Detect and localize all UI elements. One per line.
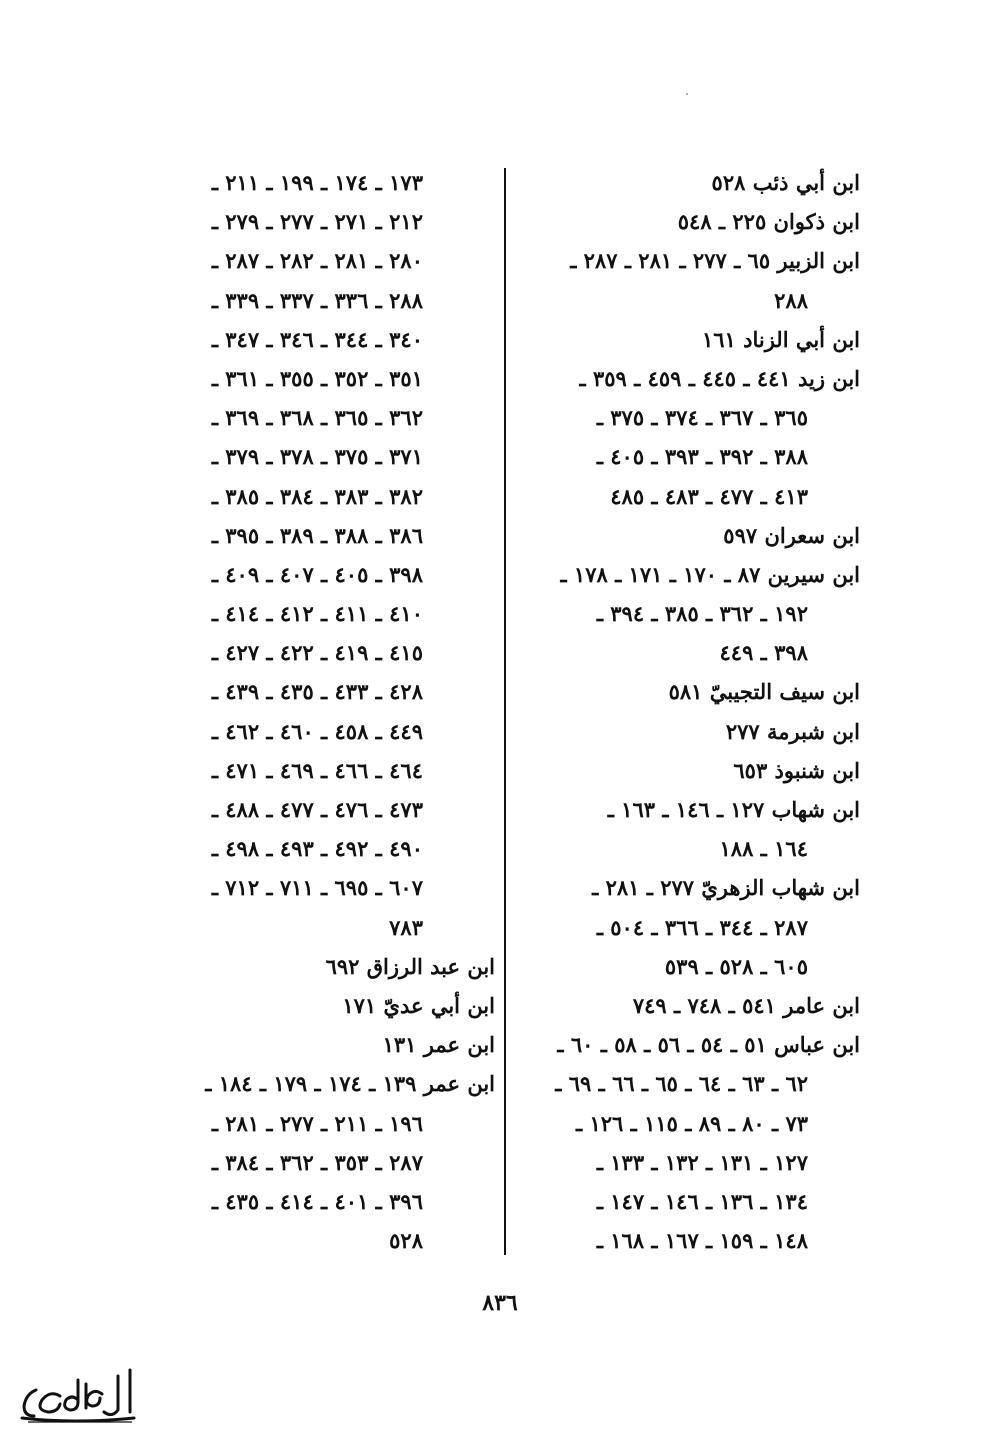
- index-entry-continuation: ٤١٣ ـ ٤٧٧ ـ ٤٨٣ ـ ٤٨٥: [610, 483, 808, 509]
- index-entry-continuation: ٣٨٦ ـ ٣٨٨ ـ ٣٨٩ ـ ٣٩٥ ـ: [211, 522, 423, 548]
- index-entry-continuation: ١٩٦ ـ ٢١١ ـ ٢٧٧ ـ ٢٨١ ـ: [211, 1110, 423, 1136]
- index-entry: ابن الزبير ٦٥ ـ ٢٧٧ ـ ٢٨١ ـ ٢٨٧ ـ: [570, 248, 860, 274]
- index-entry: ابن سيرين ٨٧ ـ ١٧٠ ـ ١٧١ ـ ١٧٨ ـ: [560, 561, 860, 587]
- index-entry: ابن شبرمة ٢٧٧: [725, 718, 860, 744]
- index-entry: ابن عامر ٥٤١ ـ ٧٤٨ ـ ٧٤٩: [632, 992, 860, 1018]
- index-entry: ابن سعران ٥٩٧: [723, 522, 860, 548]
- column-divider-rule: [504, 168, 506, 1255]
- index-entry-continuation: ٣٩٨ ـ ٤٤٩: [719, 640, 808, 666]
- index-entry-continuation: ٤٧٣ ـ ٤٧٦ ـ ٤٧٧ ـ ٤٨٨ ـ: [211, 797, 423, 822]
- index-entry-continuation: ١٢٧ ـ ١٣١ ـ ١٣٢ ـ ١٣٣ ـ: [596, 1149, 808, 1175]
- index-entry-continuation: ٢٨٧ ـ ٣٤٤ ـ ٣٦٦ ـ ٥٠٤ ـ: [596, 914, 808, 940]
- index-entry: ابن زيد ٤٤١ ـ ٤٤٥ ـ ٤٥٩ ـ ٣٥٩ ـ: [579, 365, 860, 391]
- index-entry-continuation: ٣٨٢ ـ ٣٨٣ ـ ٣٨٤ ـ ٣٨٥ ـ: [211, 483, 423, 509]
- index-entry-continuation: ٢١٢ ـ ٢٧١ ـ ٢٧٧ ـ ٢٧٩ ـ: [211, 209, 423, 235]
- index-entry-continuation: ٣٧١ ـ ٣٧٥ ـ ٣٧٨ ـ ٣٧٩ ـ: [211, 444, 423, 470]
- index-entry-continuation: ٤١٠ ـ ٤١١ ـ ٤١٢ ـ ٤١٤ ـ: [211, 601, 423, 627]
- index-entry: ابن شهاب ١٢٧ ـ ١٤٦ ـ ١٦٣ ـ: [607, 797, 860, 822]
- index-entry-continuation: ٤١٥ ـ ٤١٩ ـ ٤٢٢ ـ ٤٢٧ ـ: [211, 640, 423, 666]
- index-entry-continuation: ٣٦٥ ـ ٣٦٧ ـ ٣٧٤ ـ ٣٧٥ ـ: [596, 405, 808, 431]
- index-entry-continuation: ١٦٤ ـ ١٨٨: [719, 836, 808, 862]
- index-entry-continuation: ٦٠٧ ـ ٦٩٥ ـ ٧١١ ـ ٧١٢ ـ: [211, 875, 423, 901]
- index-entry: ابن أبي ذئب ٥٢٨: [711, 170, 860, 195]
- index-entry-continuation: ٤٢٨ ـ ٤٣٣ ـ ٤٣٥ ـ ٤٣٩ ـ: [211, 679, 423, 705]
- right-index-column: [520, 163, 860, 1260]
- index-entry-continuation: ١٣٤ ـ ١٣٦ ـ ١٤٦ ـ ١٤٧ ـ: [596, 1188, 808, 1214]
- index-entry: ابن شنبوذ ٦٥٣: [733, 757, 860, 783]
- speck-mark: [686, 93, 688, 95]
- index-entry-continuation: ٣٤٠ ـ ٣٤٤ ـ ٣٤٦ ـ ٣٤٧ ـ: [211, 326, 423, 352]
- index-entry-continuation: ٦٠٥ ـ ٥٢٨ ـ ٥٣٩: [664, 953, 808, 979]
- index-entry-continuation: ٢٨٧ ـ ٣٥٣ ـ ٣٦٢ ـ ٣٨٤ ـ: [211, 1149, 423, 1175]
- index-entry: ابن أبي عديّ ١٧١: [342, 992, 495, 1018]
- index-entry: ابن عبد الرزاق ٦٩٢: [325, 953, 495, 979]
- index-entry: ابن ذكوان ٢٢٥ ـ ٥٤٨: [677, 209, 860, 235]
- index-entry-continuation: ٧٣ ـ ٨٠ ـ ٨٩ ـ ١١٥ ـ ١٢٦ ـ: [576, 1110, 808, 1136]
- index-entry: ابن عمر ١٣٩ ـ ١٧٤ ـ ١٧٩ ـ ١٨٤ ـ: [205, 1071, 495, 1097]
- index-entry-continuation: ٤٤٩ ـ ٤٥٨ ـ ٤٦٠ ـ ٤٦٢ ـ: [211, 718, 423, 744]
- index-entry: ابن أبي الزناد ١٦١: [701, 326, 860, 352]
- index-entry: ابن عمر ١٣١: [382, 1032, 495, 1058]
- index-entry: ابن سيف التجيبيّ ٥٨١: [668, 679, 860, 705]
- index-entry-continuation: ٣٩٦ ـ ٤٠١ ـ ٤١٤ ـ ٤٣٥ ـ: [211, 1188, 423, 1214]
- index-entry-continuation: ١٧٣ ـ ١٧٤ ـ ١٩٩ ـ ٢١١ ـ: [211, 170, 423, 195]
- index-entry-continuation: ٢٨٨ ـ ٣٣٦ ـ ٣٣٧ ـ ٣٣٩ ـ: [211, 287, 423, 313]
- index-entry-continuation: ١٤٨ ـ ١٥٩ ـ ١٦٧ ـ ١٦٨ ـ: [596, 1228, 808, 1254]
- index-entry-continuation: ٥٢٨: [389, 1228, 423, 1254]
- index-entry: ابن عباس ٥١ ـ ٥٤ ـ ٥٦ ـ ٥٨ ـ ٦٠ ـ: [557, 1032, 860, 1058]
- index-entry-continuation: ٦٢ ـ ٦٣ ـ ٦٤ ـ ٦٥ ـ ٦٦ ـ ٦٩ ـ: [555, 1071, 808, 1097]
- index-entry-continuation: ٣٥١ ـ ٣٥٢ ـ ٣٥٥ ـ ٣٦١ ـ: [211, 365, 423, 391]
- page-number: ٨٣٦: [482, 1290, 518, 1316]
- index-entry-continuation: ٣٦٢ ـ ٣٦٥ ـ ٣٦٨ ـ ٣٦٩ ـ: [211, 405, 423, 431]
- index-entry-continuation: ٣٩٨ ـ ٤٠٥ ـ ٤٠٧ ـ ٤٠٩ ـ: [211, 561, 423, 587]
- calligraphic-logo-icon: [14, 1360, 144, 1430]
- index-entry-continuation: ٢٨٨: [774, 287, 808, 313]
- index-entry-continuation: ٢٨٠ ـ ٢٨١ ـ ٢٨٢ ـ ٢٨٧ ـ: [211, 248, 423, 274]
- index-entry: ابن شهاب الزهريّ ٢٧٧ ـ ٢٨١ ـ: [592, 875, 860, 901]
- index-entry-continuation: ٤٦٤ ـ ٤٦٦ ـ ٤٦٩ ـ ٤٧١ ـ: [211, 757, 423, 783]
- index-entry-continuation: ٧٨٣: [389, 914, 423, 940]
- index-entry-continuation: ٣٨٨ ـ ٣٩٢ ـ ٣٩٣ ـ ٤٠٥ ـ: [596, 444, 808, 470]
- index-entry-continuation: ١٩٢ ـ ٣٦٢ ـ ٣٨٥ ـ ٣٩٤ ـ: [596, 601, 808, 627]
- index-entry-continuation: ٤٩٠ ـ ٤٩٢ ـ ٤٩٣ ـ ٤٩٨ ـ: [211, 836, 423, 862]
- left-index-column: [150, 163, 495, 1260]
